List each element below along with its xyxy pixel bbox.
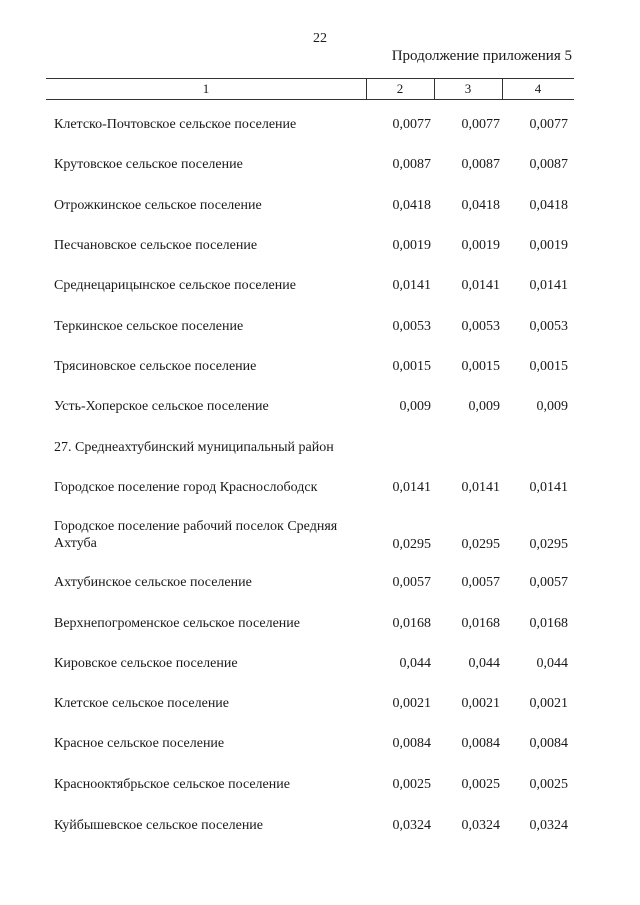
section-heading: 27. Среднеахтубинский муниципальный район: [54, 440, 334, 455]
header-col-1: 1: [202, 81, 210, 96]
row-value-col4: 0,0418: [529, 198, 568, 213]
row-name: Песчановское сельское поселение: [54, 238, 258, 253]
row-name: Усть-Хоперское сельское поселение: [54, 399, 269, 414]
row-value-col2: 0,0057: [392, 575, 431, 590]
page-number: 22: [313, 31, 327, 46]
row-value-col2: 0,0141: [392, 480, 431, 495]
row-value-col4: 0,0053: [529, 319, 568, 334]
row-value-col3: 0,0057: [461, 575, 500, 590]
row-value-col3: 0,0141: [461, 480, 500, 495]
row-value-col2: 0,0168: [392, 616, 431, 631]
row-value-col3: 0,0015: [461, 359, 500, 374]
row-value-col4: 0,0084: [529, 736, 568, 751]
row-value-col3: 0,0418: [461, 198, 500, 213]
row-name: Краснооктябрьское сельское поселение: [54, 777, 290, 792]
row-name: Куйбышевское сельское поселение: [54, 818, 264, 833]
row-name: Городское поселение рабочий поселок Средняя Ахтуба: [54, 519, 338, 551]
row-value-col2: 0,0019: [392, 238, 431, 253]
row-value-col4: 0,0019: [529, 238, 568, 253]
row-value-col4: 0,0015: [529, 359, 568, 374]
row-value-col4: 0,044: [536, 656, 568, 671]
row-value-col3: 0,0019: [461, 238, 500, 253]
row-value-col3: 0,0053: [461, 319, 500, 334]
row-value-col2: 0,044: [399, 656, 431, 671]
row-name: Клетско-Почтовское сельское поселение: [54, 117, 297, 132]
row-value-col3: 0,0021: [461, 696, 500, 711]
row-name: Теркинское сельское поселение: [54, 319, 244, 334]
row-value-col4: 0,0141: [529, 278, 568, 293]
row-name: Среднецарицынское сельское поселение: [54, 278, 296, 293]
row-name: Кировское сельское поселение: [54, 656, 238, 671]
row-value-col3: 0,0084: [461, 736, 500, 751]
row-value-col2: 0,0141: [392, 278, 431, 293]
continuation-title: Продолжение приложения 5: [391, 48, 572, 64]
row-value-col2: 0,0418: [392, 198, 431, 213]
row-value-col2: 0,0053: [392, 319, 431, 334]
row-value-col3: 0,0025: [461, 777, 500, 792]
row-name: Крутовское сельское поселение: [54, 157, 243, 172]
header-col-2: 2: [396, 81, 404, 96]
row-value-col4: 0,0025: [529, 777, 568, 792]
row-value-col3: 0,0087: [461, 157, 500, 172]
row-value-col4: 0,0077: [529, 117, 568, 132]
row-name: Верхнепогроменское сельское поселение: [54, 616, 300, 631]
row-value-col2: 0,0087: [392, 157, 431, 172]
row-value-col3: 0,009: [468, 399, 500, 414]
header-col-3: 3: [464, 81, 472, 96]
row-name: Ахтубинское сельское поселение: [54, 575, 252, 590]
row-value-col4: 0,0057: [529, 575, 568, 590]
row-value-col3: 0,0168: [461, 616, 500, 631]
row-value-col3: 0,0141: [461, 278, 500, 293]
row-value-col2: 0,0015: [392, 359, 431, 374]
row-value-col3: 0,044: [468, 656, 500, 671]
row-value-col4: 0,0087: [529, 157, 568, 172]
row-value-col2: 0,0324: [392, 818, 431, 833]
header-col-4: 4: [534, 81, 542, 96]
row-name: Красное сельское поселение: [54, 736, 225, 751]
table-header: [46, 78, 574, 100]
row-value-col3: 0,0295: [461, 537, 500, 552]
row-name: Отрожкинское сельское поселение: [54, 198, 262, 213]
row-value-col4: 0,009: [536, 399, 568, 414]
row-name: Городское поселение город Краснослободск: [54, 480, 318, 495]
row-value-col4: 0,0141: [529, 480, 568, 495]
row-value-col2: 0,0025: [392, 777, 431, 792]
row-value-col4: 0,0324: [529, 818, 568, 833]
row-name: Трясиновское сельское поселение: [54, 359, 257, 374]
row-value-col2: 0,009: [399, 399, 431, 414]
row-value-col3: 0,0077: [461, 117, 500, 132]
row-value-col4: 0,0295: [529, 537, 568, 552]
row-value-col4: 0,0168: [529, 616, 568, 631]
row-value-col2: 0,0295: [392, 537, 431, 552]
row-name: Клетское сельское поселение: [54, 696, 230, 711]
row-value-col2: 0,0021: [392, 696, 431, 711]
row-value-col3: 0,0324: [461, 818, 500, 833]
row-value-col4: 0,0021: [529, 696, 568, 711]
row-value-col2: 0,0077: [392, 117, 431, 132]
row-value-col2: 0,0084: [392, 736, 431, 751]
